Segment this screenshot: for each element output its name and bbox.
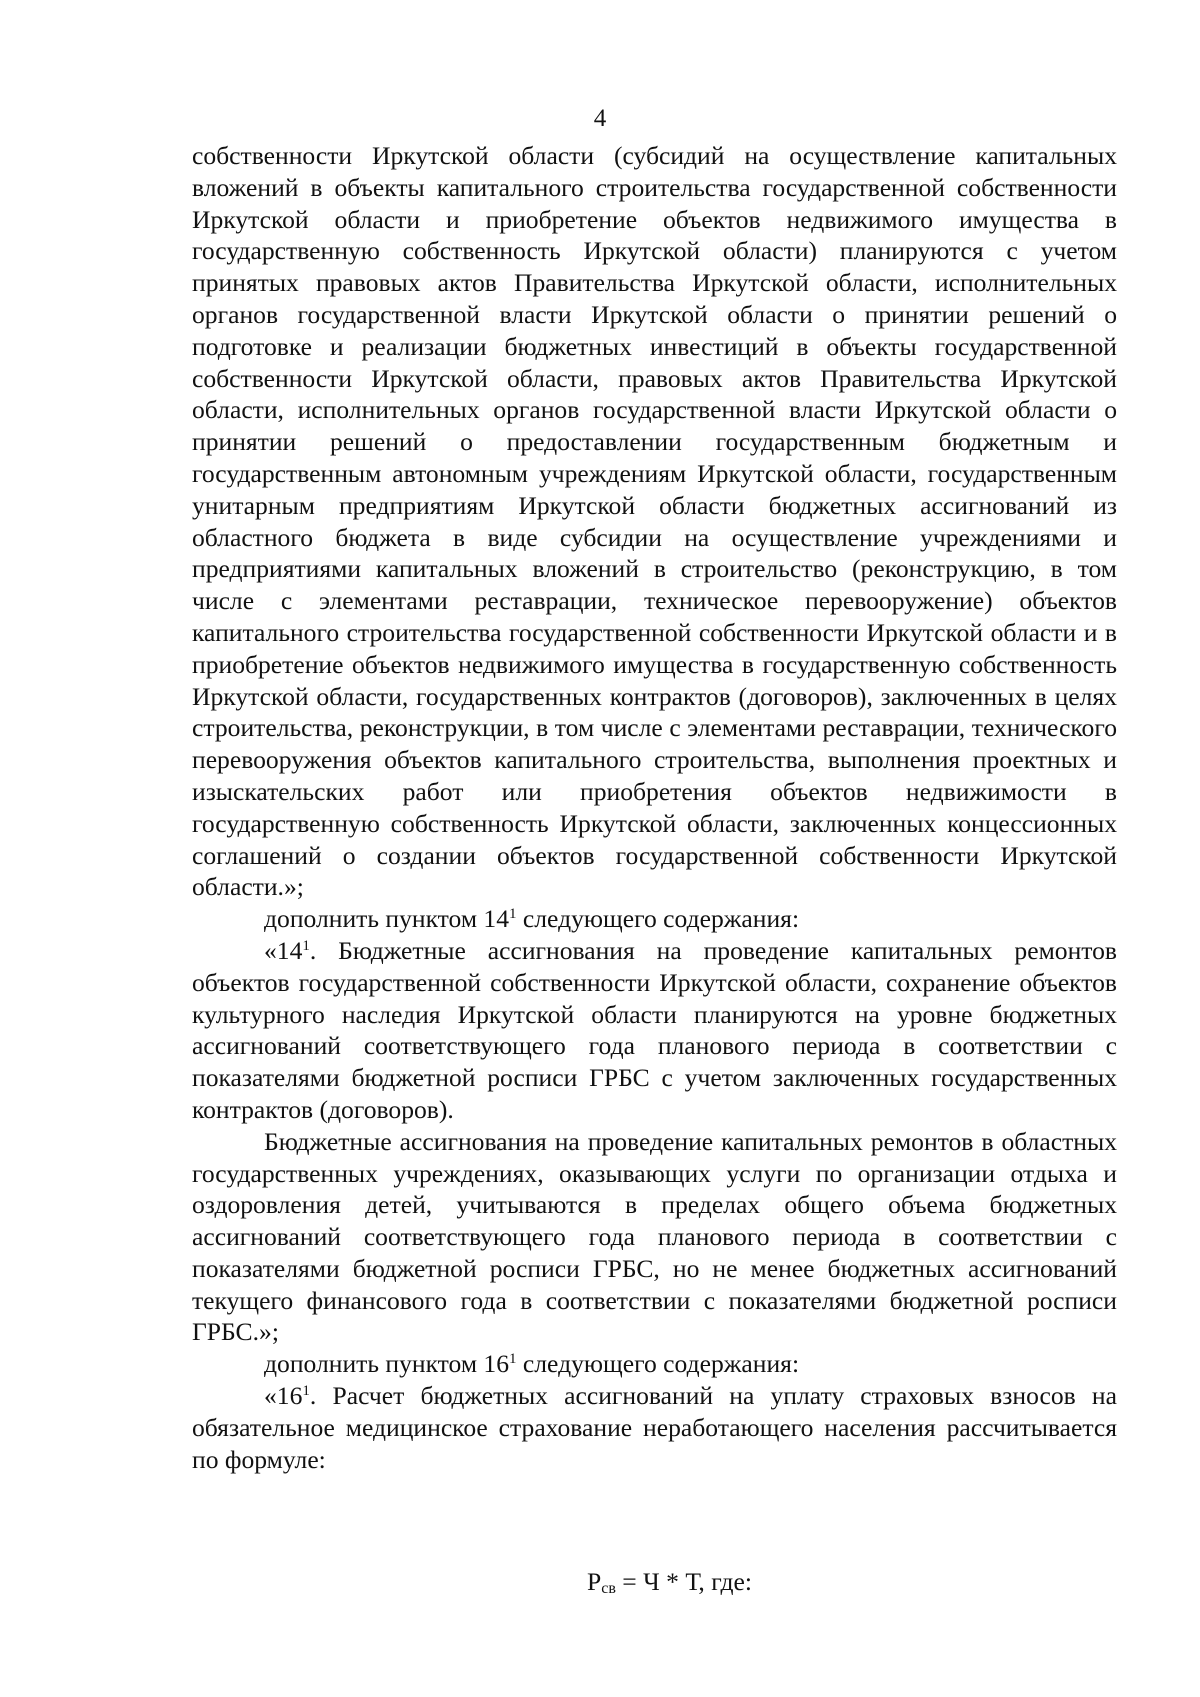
- page-number: 4: [593, 105, 607, 132]
- paragraph-capital-repairs-children: Бюджетные ассигнования на проведение капитальных ремонтов в областных государственных учреждениях, оказывающих услуги по организации отдыха и оздоровления детей, учитываются в пределах общего объема бюджетных ассигнований соответствующего года планового периода в соответствии с показателями бюджетной росписи ГРБС, но не менее бюджетных ассигнований текущего финансового года в соответствии с показателями бюджетной росписи ГРБС.»;: [192, 1126, 1117, 1347]
- paragraph-text: дополнить пунктом 14: [264, 904, 510, 934]
- paragraph-item-14-1: [192, 935, 1117, 1126]
- formula-symbol: Р: [587, 1567, 602, 1596]
- paragraph-text: . Бюджетные ассигнования на проведение капитальных ремонтов объектов государственной собственности Иркутской области, сохранение объектов культурного наследия Иркутской области планируются на уровне бюджетных ассигнований соответствующего года планового периода в соответствии с показателями бюджетной росписи ГРБС с учетом заключенных государственных контрактов (договоров).: [192, 935, 1117, 1124]
- superscript: 1: [302, 1383, 310, 1400]
- paragraph-text: следующего содержания:: [516, 1349, 800, 1379]
- paragraph-add-item-16-1: [192, 1348, 1117, 1380]
- paragraph-text: . Расчет бюджетных ассигнований на уплату страховых взносов на обязательное медицинское страхование неработающего населения рассчитывается по формуле:: [192, 1381, 1117, 1474]
- item-number: «14: [264, 935, 303, 965]
- document-body: [192, 140, 1117, 1475]
- paragraph-item-16-1: [192, 1380, 1117, 1475]
- formula: [0, 1566, 1200, 1605]
- paragraph-text: следующего содержания:: [516, 904, 800, 934]
- paragraph-text: дополнить пунктом 16: [264, 1349, 510, 1379]
- superscript: 1: [302, 937, 310, 954]
- formula-subscript: св: [601, 1580, 616, 1597]
- superscript: 1: [509, 906, 517, 923]
- item-number: «16: [264, 1381, 303, 1411]
- paragraph-add-item-14-1: [192, 903, 1117, 935]
- superscript: 1: [509, 1351, 517, 1368]
- paragraph-continuation: собственности Иркутской области (субсидий на осуществление капитальных вложений в объекты капитального строительства государственной собственности Иркутской области и приобретение объектов недвижимого имущества в государственную собственность Иркутской области) планируются с учетом принятых правовых актов Правительства Иркутской области, исполнительных органов государственной власти Иркутской области о принятии решений о подготовке и реализации бюджетных инвестиций в объекты государственной собственности Иркутской области, правовых актов Правительства Иркутской области, исполнительных органов государственной власти Иркутской области о принятии решений о предоставлении государственным бюджетным и государственным автономным учреждениям Иркутской области, государственным унитарным предприятиям Иркутской области бюджетных ассигнований из областного бюджета в виде субсидии на осуществление учреждениями и предприятиями капитальных вложений в строительство (реконструкцию, в том числе с элементами реставрации, техническое перевооружение) объектов капитального строительства государственной собственности Иркутской области и в приобретение объектов недвижимого имущества в государственную собственность Иркутской области, государственных контрактов (договоров), заключенных в целях строительства, реконструкции, в том числе с элементами реставрации, технического перевооружения объектов капитального строительства, выполнения проектных и изыскательских работ или приобретения объектов недвижимости в государственную собственность Иркутской области, заключенных концессионных соглашений о создании объектов государственной собственности Иркутской области.»;: [192, 141, 1117, 902]
- formula-rhs: = Ч * Т, где:: [615, 1567, 752, 1596]
